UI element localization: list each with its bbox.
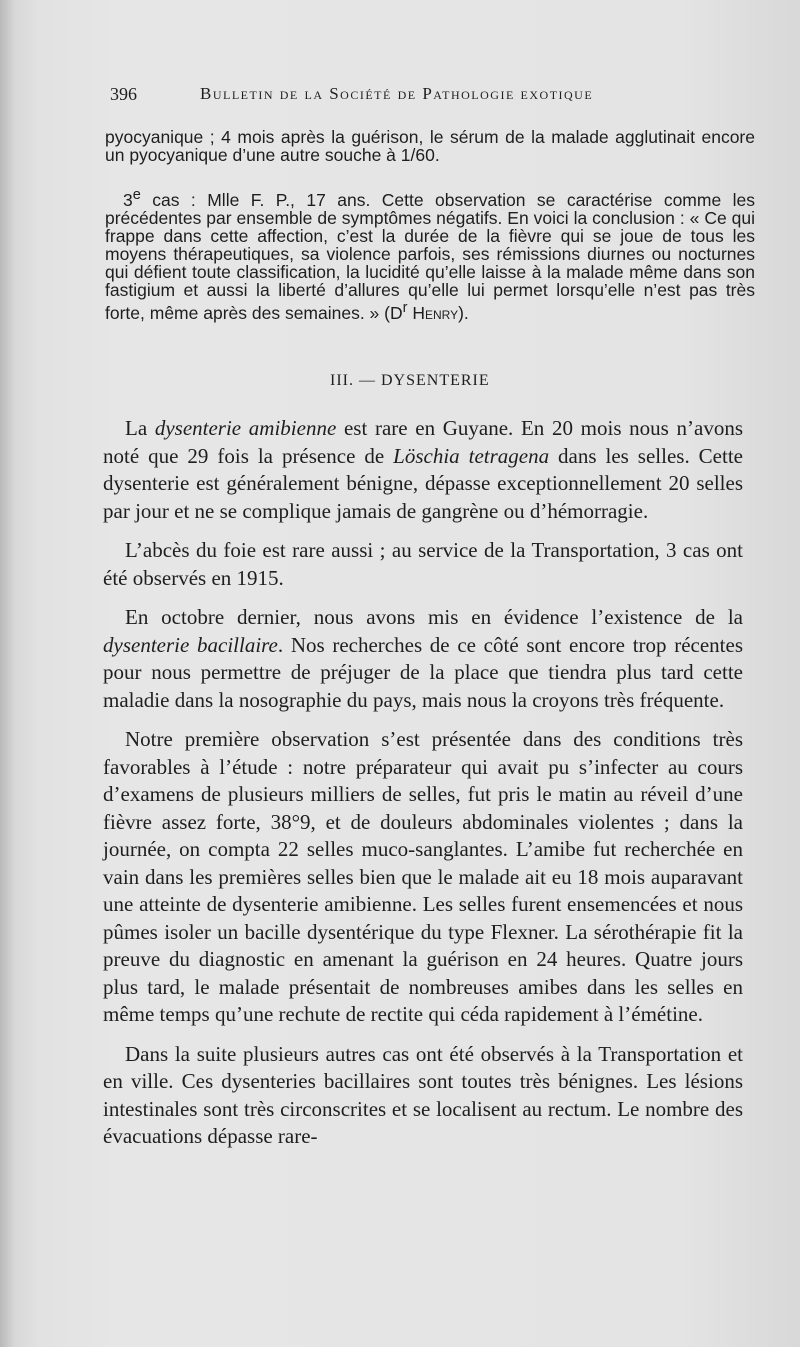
small-paragraph-2: 3e cas : Mlle F. P., 17 ans. Cette observation se caractérise comme les précédentes par ensemble de symptômes négatifs. En voici la conclusion : « Ce qui frappe dans cette affection, c’est la durée de la fièvre qui se joue de tous les moyens thérapeutiques, sa violence parfois, ses rémissions diurnes ou nocturnes qui défient toute classification, la lucidité qu’elle laisse à la malade même dans son fastigium et aussi la liberté d’allures qu’elle lui permet lorsqu’elle n’est pas très forte, même après des semaines. » ($D^r$ Henry). [105,187,755,323]
paragraph-2: L’abcès du foie est rare aussi ; au service de la Transportation, 3 cas ont été observés en 1915. [103,538,743,590]
paragraph-1: La dysenterie amibienne est rare en Guyane. En 20 mois nous n’avons noté que 29 fois la présence de Löschia tetragena dans les selles. Cette dysenterie est généralement bénigne, dépasse exceptionnellement 20 selles par jour et ne se complique jamais de gangrène ou d’hémorragie. [103,416,743,523]
body-text [103,415,743,1163]
page-gutter-shadow [0,0,14,1347]
paragraph-3: En octobre dernier, nous avons mis en évidence l’existence de la dysenterie bacillaire. Nos recherches de ce côté sont encore trop récentes pour nous permettre de préjuger de la place que tiendra plus tard cette maladie dans la nosographie du pays, mais nous la croyons très fréquente. [103,605,743,712]
small-print-block [105,128,755,344]
running-title: Bulletin de la Société de Pathologie exotique [200,84,594,103]
page-number: 396 [110,84,137,104]
author-name: Henry [407,302,459,323]
paragraph-4: Notre première observation s’est présentée dans des conditions très favorables à l’étude : notre préparateur qui avait pu s’infecter au cours d’examens de plusieurs milliers de selles, fut pris le matin au réveil d’une fièvre assez forte, 38°9, et de douleurs abdominales violentes ; dans la journée, on compta 22 selles muco-sanglantes. L’amibe fut recherchée en vain dans les premières selles bien que le malade ait eu 18 mois auparavant une atteinte de dysenterie amibienne. Les selles furent ensemencées et nous pûmes isoler un bacille dysentérique du type Flexner. La sérothérapie fit la preuve du diagnostic en amenant la guérison en 24 heures. Quatre jours plus tard, le malade présentait de nombreuses amibes dans les selles en même temps qu’une rechute de rectite qui céda rapidement à l’émétine. [103,727,743,1026]
page-header [110,78,670,108]
paragraph-5: Dans la suite plusieurs autres cas ont été observés à la Transportation et en ville. Ces dysenteries bacillaires sont toutes très bénignes. Les lésions intestinales sont très circonscrites et se localisent au rectum. Le nombre des évacuations dépasse rare- [103,1041,743,1148]
section-heading: III. — DYSENTERIE [330,372,490,389]
small-paragraph-1: pyocyanique ; 4 mois après la guérison, le sérum de la malade agglutinait encore un pyocyanique d’une autre souche à 1/60. [105,127,755,165]
